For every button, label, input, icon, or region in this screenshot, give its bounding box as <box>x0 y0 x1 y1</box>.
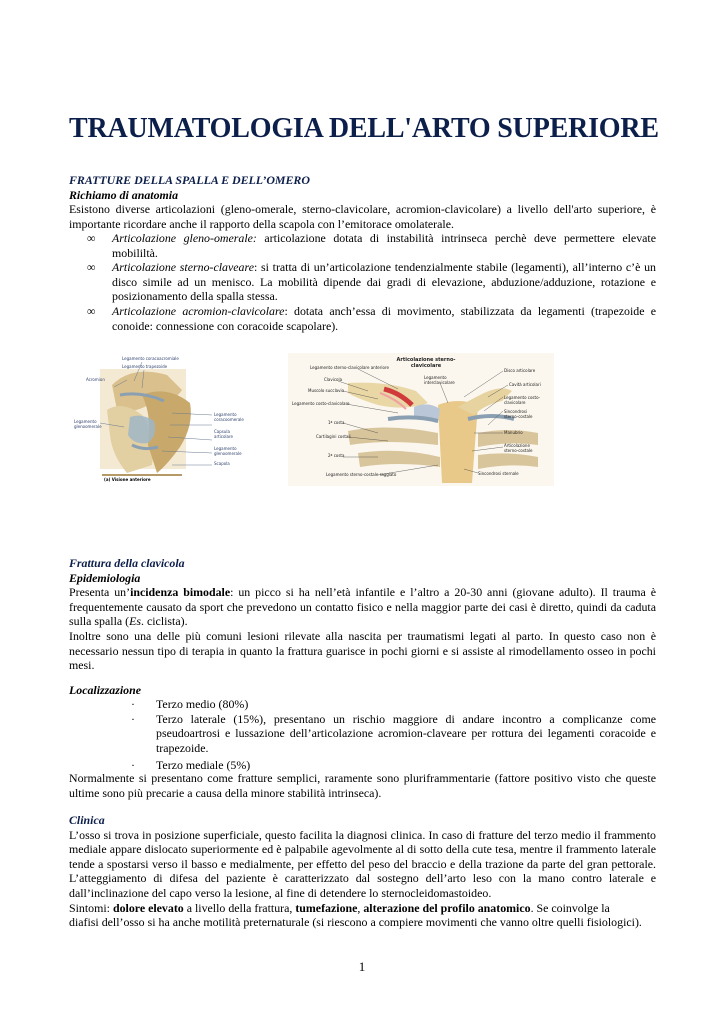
figure-label: Legamento glenoomerale <box>74 419 102 429</box>
figure-label: Legamento glenoomerale <box>214 446 242 456</box>
dot-bullet-icon: · <box>131 697 135 711</box>
epidemiology-paragraph <box>69 585 656 629</box>
dot-bullet-icon: · <box>131 711 135 726</box>
emphasis-deformity: alterazione del profilo anatomico <box>363 900 531 915</box>
figure-label: Legamento trapezoide <box>122 364 168 369</box>
page-number: 1 <box>358 959 366 974</box>
infinity-bullet-icon: ∞ <box>87 260 96 275</box>
list-item <box>131 712 656 756</box>
text-run: : un picco si ha nell’età infantile e l’altro a 20-30 anni (giovane adulto). Il trauma è frequentemente causato da sport che prevedono un contatto fisico e nella maggior parte dei casi è diretto, quindi da caduta sulla spalla ( <box>69 585 656 629</box>
figure-label: Legamento sterno-clavicolare anteriore <box>310 365 389 370</box>
joint-description: : si tratta di un’articolazione tendenzialmente stabile (legamenti), all’interno c’è un disco simile ad un menisco. La mobilità dipende dai gradi di elevazione, abduzione/adduzione, rotazione e posizionamento della spalla stessa. <box>112 260 656 304</box>
figure-label: 1ª costa <box>328 420 345 425</box>
dot-bullet-icon: · <box>131 758 135 773</box>
figure-label: Sincondrosi sterno-costale <box>504 409 533 419</box>
figure-label: Legamento costo-clavicolare <box>292 401 350 406</box>
sternoclavicular-anatomy-figure <box>288 353 554 486</box>
intro-paragraph: Esistono diverse articolazioni (gleno-omerale, sterno-clavicolare, acromion-clavicolare) a livello dell'arto superiore, è importante ricordare anche il rapporto della scapola con l’emitorace omolaterale. <box>69 202 656 231</box>
figure-label: Clavicola <box>324 377 343 382</box>
figure-label: Legamento costo-clavicolare <box>504 395 541 405</box>
emphasis-swelling: tumefazione <box>295 900 358 915</box>
subheading-clinical: Clinica <box>69 813 105 827</box>
joint-description: : dotata anch’essa di movimento, stabilizzata da legamenti (trapezoide e conoide: connessione con coracoide scapolare). <box>112 303 656 333</box>
figure-label: Legamento coracoacromiale <box>122 356 179 361</box>
emphasis-pain: dolore elevato <box>112 900 184 915</box>
text-run: Sintomi: <box>69 900 113 915</box>
figure-label: Articolazione sterno-costale <box>504 443 533 453</box>
figure-label: Legamento interclavicolare <box>424 375 455 385</box>
page-title: TRAUMATOLOGIA DELL'ARTO SUPERIORE <box>69 113 659 144</box>
list-item <box>87 231 656 260</box>
section-heading: Frattura della clavicola <box>69 556 185 570</box>
text-run: a livello della frattura, <box>183 900 296 915</box>
figure-label: 2ª costa <box>328 453 345 458</box>
subheading-anatomy: Richiamo di anatomia <box>69 187 179 202</box>
subheading-localization: Localizzazione <box>69 683 142 697</box>
list-item-text: Terzo laterale (15%), presentano un rischio maggiore di andare incontro a complicanze come pseudoartrosi e lussazione dell’articolazione acromion-claveare per rottura dei legamenti coracoide e trapezoide. <box>156 711 656 755</box>
infinity-bullet-icon: ∞ <box>87 303 96 318</box>
figure-label: Manubrio <box>504 430 523 435</box>
joint-list <box>87 231 656 333</box>
figure-label: Sincondrosi sternale <box>478 471 519 476</box>
text-run: . Se coinvolge la <box>530 900 610 915</box>
section-heading: FRATTURE DELLA SPALLA E DELL’OMERO <box>69 173 310 187</box>
joint-term: Articolazione acromion-clavicolare <box>112 303 285 318</box>
localization-note: Normalmente si presentano come fratture semplici, raramente sono pluriframmentarie (fattore positivo visto che queste ultime sono più precarie a causa della minore stabilità intrinseca). <box>69 771 656 800</box>
subheading-epidemiology: Epidemiologia <box>69 570 141 585</box>
joint-description: articolazione dotata di instabilità intrinseca perchè deve permettere elevate mobililtà. <box>112 231 656 260</box>
shoulder-anatomy-figure <box>72 355 272 489</box>
figure-label: Acromion <box>86 377 105 382</box>
emphasis-example: Es <box>129 614 142 629</box>
joint-term: Articolazione gleno-omerale: <box>112 231 257 245</box>
figure-label: Legamento sterno-costale raggiato <box>326 472 397 477</box>
symptoms-line <box>69 901 656 916</box>
infinity-bullet-icon: ∞ <box>87 231 96 245</box>
clinical-paragraph: L’osso si trova in posizione superficiale, questo facilita la diagnosi clinica. In caso di fratture del terzo medio il frammento mediale appare dislocato superiormente ed è palpabile agevolmente al di sotto della cute tesa, mentre il frammento laterale tende a spostarsi verso il basso e medialmente, per effetto del peso del braccio e della trazione da parte del gran pettorale. L’atteggiamento di difesa del paziente è caratterizzato dal sostegno dell’arto leso con la mano contro laterale e dall’inclinazione del capo verso la lesione, al fine di detendere lo sternocleidomastoideo. <box>69 827 656 900</box>
localization-list <box>131 697 656 773</box>
list-item-text: Terzo mediale (5%) <box>156 758 251 773</box>
list-item-text: Terzo medio (80%) <box>156 697 249 711</box>
text-run: Presenta un’ <box>69 585 131 600</box>
birth-trauma-paragraph: Inoltre sono una delle più comuni lesioni rilevate alla nascita per traumatismi legati al parto. In questo caso non è necessario nessun tipo di terapia in quanto la frattura guarisce in pochi giorni e si assiste al rimodellamento osseo in pochi mesi. <box>69 628 656 673</box>
list-item <box>131 697 656 712</box>
figure-label: Muscolo succlavio <box>308 388 345 393</box>
list-item <box>87 304 656 333</box>
text-run: , <box>357 900 364 915</box>
figure-label: Scapola <box>214 461 230 466</box>
section-clinical <box>69 813 656 930</box>
figure-label: Cartilagini costali <box>316 434 351 439</box>
section-localization-heading <box>69 683 656 698</box>
figure-label: Capsula articolare <box>214 429 234 439</box>
emphasis-bimodal: incidenza bimodale <box>130 585 231 600</box>
list-item <box>87 260 656 304</box>
symptoms-line-continued: diafisi dell’osso si ha anche motilità preternaturale (si riescono a compiere movimenti che vanno oltre quelli fisiologici). <box>69 915 642 930</box>
figure-label: Legamento coracoomerale <box>214 412 244 422</box>
figure-label: Disco articolare <box>504 368 536 373</box>
figure-title: Articolazione sterno-clavicolare <box>396 357 456 369</box>
figure-label: Cavità articolari <box>509 382 541 387</box>
section-clavicle-fracture <box>69 556 656 673</box>
joint-term: Articolazione sterno-claveare <box>112 260 254 275</box>
figure-caption: (a) Visione anteriore <box>104 477 151 482</box>
section-shoulder <box>69 173 656 231</box>
text-run: . ciclista). <box>141 614 188 629</box>
